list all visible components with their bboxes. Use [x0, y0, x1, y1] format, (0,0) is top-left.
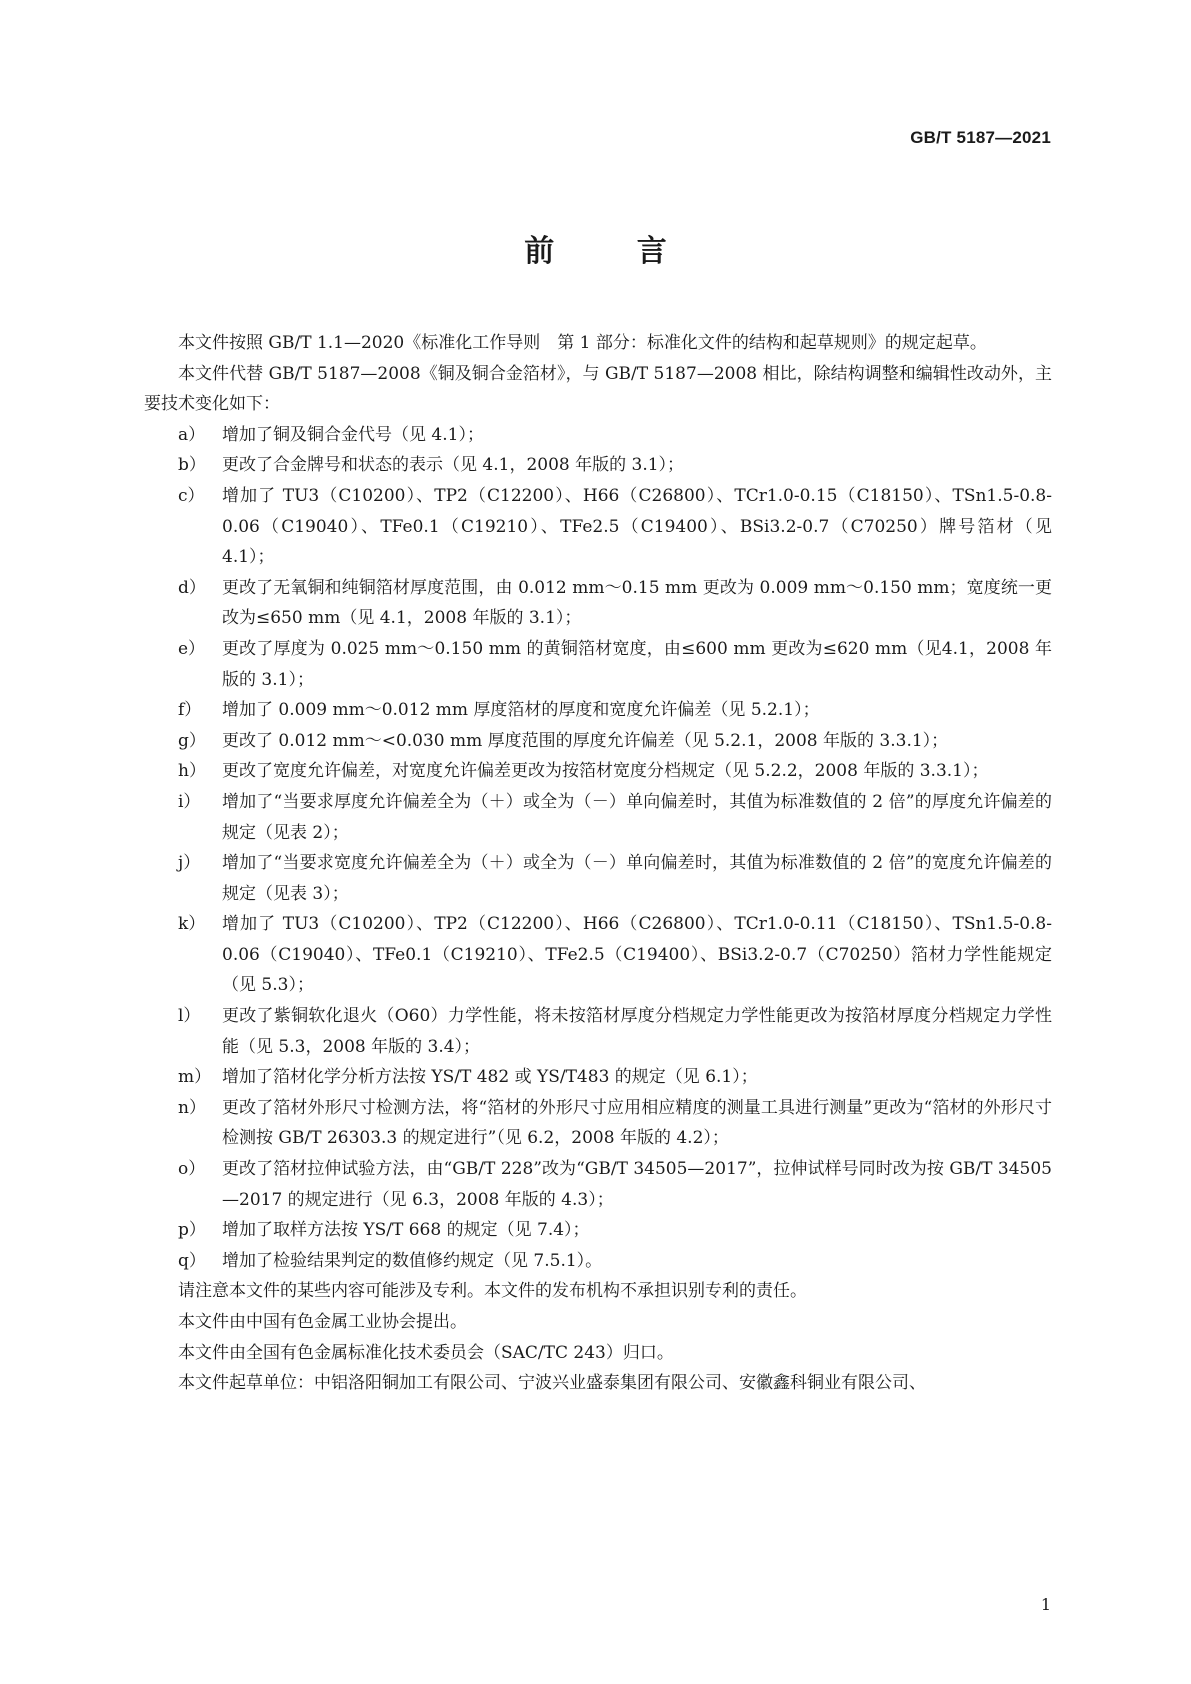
- list-item: [144, 787, 1052, 848]
- list-item: [144, 1215, 1052, 1246]
- list-item: [144, 695, 1052, 726]
- list-item: [144, 1246, 1052, 1277]
- list-item-text: 增加了箔材化学分析方法按 YS/T 482 或 YS/T483 的规定（见 6.1）；: [222, 1067, 758, 1088]
- list-item-text: 更改了宽度允许偏差，对宽度允许偏差更改为按箔材宽度分档规定（见 5.2.2，2008 年版的 3.3.1）；: [222, 761, 989, 782]
- list-marker: n）: [178, 1097, 206, 1118]
- list-item-text: 增加了检验结果判定的数值修约规定（见 7.5.1）。: [222, 1250, 603, 1271]
- committee-statement: 本文件由全国有色金属标准化技术委员会（SAC/TC 243）归口。: [178, 1342, 674, 1363]
- document-body: [144, 328, 1052, 1399]
- list-marker: o）: [178, 1159, 206, 1180]
- drafting-units: 本文件起草单位：中铝洛阳铜加工有限公司、宁波兴业盛泰集团有限公司、安徽鑫科铜业有限公司、: [178, 1373, 926, 1394]
- list-item: [144, 1093, 1052, 1154]
- page-title: 前 言: [524, 234, 703, 269]
- list-marker: j）: [178, 853, 201, 874]
- page-number: 1: [1040, 1595, 1051, 1614]
- list-item: [144, 1001, 1052, 1062]
- list-item-text: 增加了取样方法按 YS/T 668 的规定（见 7.4）；: [222, 1220, 590, 1241]
- list-item: [144, 1154, 1052, 1215]
- list-marker: p）: [178, 1220, 206, 1241]
- list-item-text: 更改了 0.012 mm～<0.030 mm 厚度范围的厚度允许偏差（见 5.2.1，2008 年版的 3.3.1）；: [222, 730, 949, 751]
- intro-paragraph: 本文件按照 GB/T 1.1—2020《标准化工作导则 第 1 部分：标准化文件的结构和起草规则》的规定起草。: [178, 333, 987, 353]
- list-marker: q）: [178, 1250, 206, 1271]
- intro-paragraph: 本文件代替 GB/T 5187—2008《铜及铜合金箔材》，与 GB/T 5187—2008 相比，除结构调整和编辑性改动外，主要技术变化如下：: [144, 363, 1052, 415]
- list-marker: f）: [178, 700, 202, 721]
- list-item-text: 增加了 0.009 mm～0.012 mm 厚度箔材的厚度和宽度允许偏差（见 5.2.1）；: [222, 700, 820, 721]
- list-marker: h）: [178, 761, 206, 782]
- list-item: [144, 1062, 1052, 1093]
- list-item-text: 增加了 TU3（C10200）、TP2（C12200）、H66（C26800）、TCr1.0-0.11（C18150）、TSn1.5-0.8-0.06（C19040）、TFe0.1（C19210）、TFe2.5（C19400）、BSi3.2-0.7（C70250）箔材力学性能规定（见 5.3）；: [222, 914, 1052, 996]
- list-item: [144, 756, 1052, 787]
- list-marker: c）: [178, 485, 205, 506]
- list-item-text: 更改了紫铜软化退火（O60）力学性能，将未按箔材厚度分档规定力学性能更改为按箔材厚度分档规定力学性能（见 5.3，2008 年版的 3.4）；: [222, 1006, 1052, 1057]
- list-item: [144, 573, 1052, 634]
- list-marker: l）: [178, 1006, 201, 1027]
- standard-number: GB/T 5187—2021: [910, 128, 1051, 147]
- list-item: [144, 726, 1052, 757]
- list-item-text: 更改了合金牌号和状态的表示（见 4.1，2008 年版的 3.1）；: [222, 455, 685, 476]
- list-marker: e）: [178, 638, 206, 659]
- change-list: [144, 420, 1052, 1277]
- proposer-statement: 本文件由中国有色金属工业协会提出。: [178, 1312, 467, 1332]
- list-item-text: 更改了箔材外形尺寸检测方法，将“箔材的外形尺寸应用相应精度的测量工具进行测量”更改为“箔材的外形尺寸检测按 GB/T 26303.3 的规定进行”（见 6.2，2008 年版的 4.2）；: [222, 1097, 1052, 1149]
- list-item-text: 增加了铜及铜合金代号（见 4.1）；: [222, 424, 484, 445]
- list-marker: i）: [178, 791, 201, 812]
- list-item-text: 更改了无氧铜和纯铜箔材厚度范围，由 0.012 mm～0.15 mm 更改为 0.009 mm～0.150 mm；宽度统一更改为≤650 mm（见 4.1，2008 年版的 3.1）；: [222, 577, 1052, 629]
- list-marker: g）: [178, 730, 206, 751]
- patent-notice: 请注意本文件的某些内容可能涉及专利。本文件的发布机构不承担识别专利的责任。: [178, 1281, 807, 1302]
- list-item-text: 增加了“当要求宽度允许偏差全为（＋）或全为（－）单向偏差时，其值为标准数值的 2 倍”的宽度允许偏差的规定（见表 3）；: [222, 853, 1052, 904]
- list-marker: m）: [178, 1067, 212, 1088]
- list-item: [144, 848, 1052, 909]
- list-item-text: 更改了厚度为 0.025 mm～0.150 mm 的黄铜箔材宽度，由≤600 mm 更改为≤620 mm（见4.1，2008 年版的 3.1）；: [222, 638, 1052, 690]
- list-marker: k）: [178, 914, 206, 935]
- list-marker: d）: [178, 577, 206, 598]
- list-item: [144, 420, 1052, 451]
- list-item-text: 增加了 TU3（C10200）、TP2（C12200）、H66（C26800）、TCr1.0-0.15（C18150）、TSn1.5-0.8-0.06（C19040）、TFe0.1（C19210）、TFe2.5（C19400）、BSi3.2-0.7（C70250）牌号箔材（见 4.1）；: [222, 485, 1052, 568]
- list-item-text: 增加了“当要求厚度允许偏差全为（＋）或全为（－）单向偏差时，其值为标准数值的 2 倍”的厚度允许偏差的规定（见表 2）；: [222, 791, 1052, 843]
- list-item-text: 更改了箔材拉伸试验方法，由“GB/T 228”改为“GB/T 34505—2017”，拉伸试样号同时改为按 GB/T 34505—2017 的规定进行（见 6.3，2008 年版的 4.3）；: [222, 1159, 1052, 1210]
- list-marker: a）: [178, 424, 206, 445]
- list-item: [144, 634, 1052, 695]
- list-item: [144, 909, 1052, 1001]
- list-item: [144, 481, 1052, 573]
- list-marker: b）: [178, 455, 206, 476]
- list-item: [144, 450, 1052, 481]
